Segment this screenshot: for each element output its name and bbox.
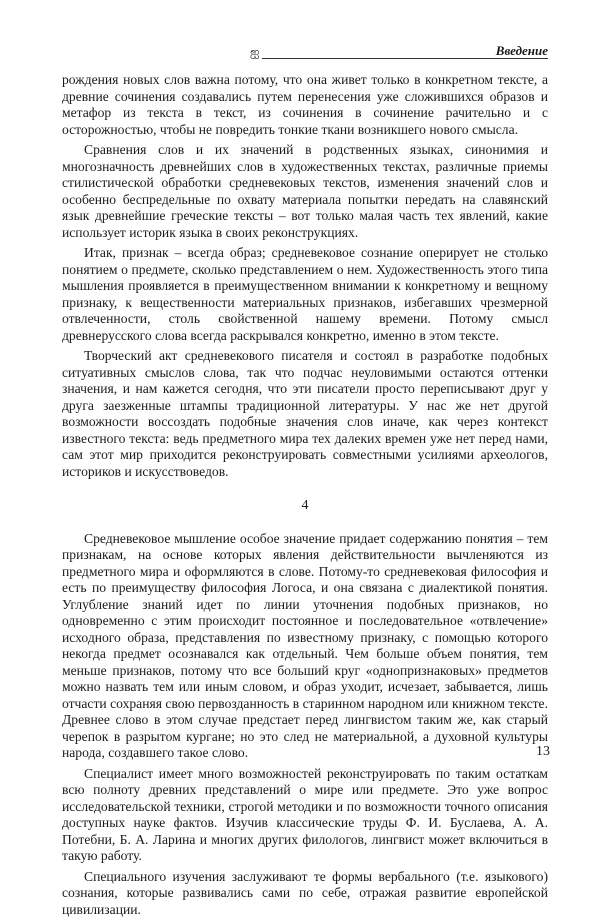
paragraph: Специалист имеет много возможностей реконструировать по таким остаткам всю полноту древних представлений о мире или предмете. Это уже вопрос исследовательской техники, строгой методики и по возможности точного описания доступных науке фактов. Изучив классические труды Ф. И. Буслаева, А. А. Потебни, Б. А. Ларина и многих других филологов, лингвист может включиться в такую работу. bbox=[62, 765, 548, 863]
section-number: 4 bbox=[301, 498, 309, 513]
paragraph: Сравнения слов и их значений в родственных языках, синонимия и многозначность древнейших слов в художественных текстах, различные приемы стилистической обработки средневековых текстов, изменения значений слов и особенно беспредельные по охвату материала попытки передать на славянский язык древнейшие греческие тексты – вот только малая часть тех явлений, какие использует историк языка в своих реконструкциях. bbox=[62, 142, 548, 240]
header-rule bbox=[262, 58, 548, 59]
page-body bbox=[62, 72, 548, 922]
paragraph: Итак, признак – всегда образ; средневековое сознание оперирует не столько понятием о предмете, сколько представлением о нем. Художественность этого типа мышления проявляется в преимущественном внимании к конкретному и вещному признаку, к вещественности материальных признаков, избегавших чрезмерной отвлеченности, столь свойственной нашему времени. Потому смысл древнерусского слова всегда раскрывался конкретно, именно в этом тексте. bbox=[62, 245, 548, 343]
running-header bbox=[62, 44, 548, 62]
paragraph: Средневековое мышление особое значение придает содержанию понятия – тем признакам, на основе которых явления действительности вычленяются из предметного мира и оформляются в слове. Потому-то средневековая философия и есть по преимуществу философия Логоса, и она связана с диалектикой понятия. Углубление знаний идет по линии уточнения подобных признаков, но одновременно с этим происходит постоянное и последовательное «отвлечение» исходного образа, представления по известному признаку, с помощью которого некогда предмет осознавался как отдельный. Чем больше объем понятия, тем меньше признаков, потому что все больший круг «однопризнаковых» предметов можно назвать тем или иным словом, и образ уходит, исчезает, забывается, лишь отчасти сохраняя свою первозданность в старинном народном или книжном тексте. Древнее слово в этом случае предстает перед лингвистом таким же, как старый черепок в разрытом кургане; но это след не материальной, а духовной культуры народа, создавшего такое слово. bbox=[62, 530, 548, 760]
ornament-icon: ஐ bbox=[250, 45, 260, 59]
paragraph: Творческий акт средневекового писателя и состоял в разработке подобных ситуативных смыслов слова, так что подчас неуловимыми остаются оттенки значения, и нам кажется сегодня, что эти писатели просто переписывают друг у друга заезженные штампы традиционной литературы. У нас же нет другой возможности воссоздать подобные значения слов иначе, как через контекст известного текста: ведь предметного мира тех далеких времен уже нет перед нами, сам этот мир приходится реконструировать совместными усилиями археологов, историков и искусствоведов. bbox=[62, 348, 548, 479]
paragraph: Специального изучения заслуживают те формы вербального (т.е. языкового) сознания, которые развивались сами по себе, отражая развитие европейской цивилизации. bbox=[62, 868, 548, 917]
page-number: 13 bbox=[536, 744, 550, 759]
running-header-title: Введение bbox=[495, 43, 548, 58]
paragraph: рождения новых слов важна потому, что она живет только в конкретном тексте, а древние сочинения создавались путем перенесения уже сложившихся образов и метафор из текста в текст, из сочинения в сочинение рачительно и с осторожностью, чтобы не повредить тонкие ткани возникшего нового смысла. bbox=[62, 72, 548, 137]
